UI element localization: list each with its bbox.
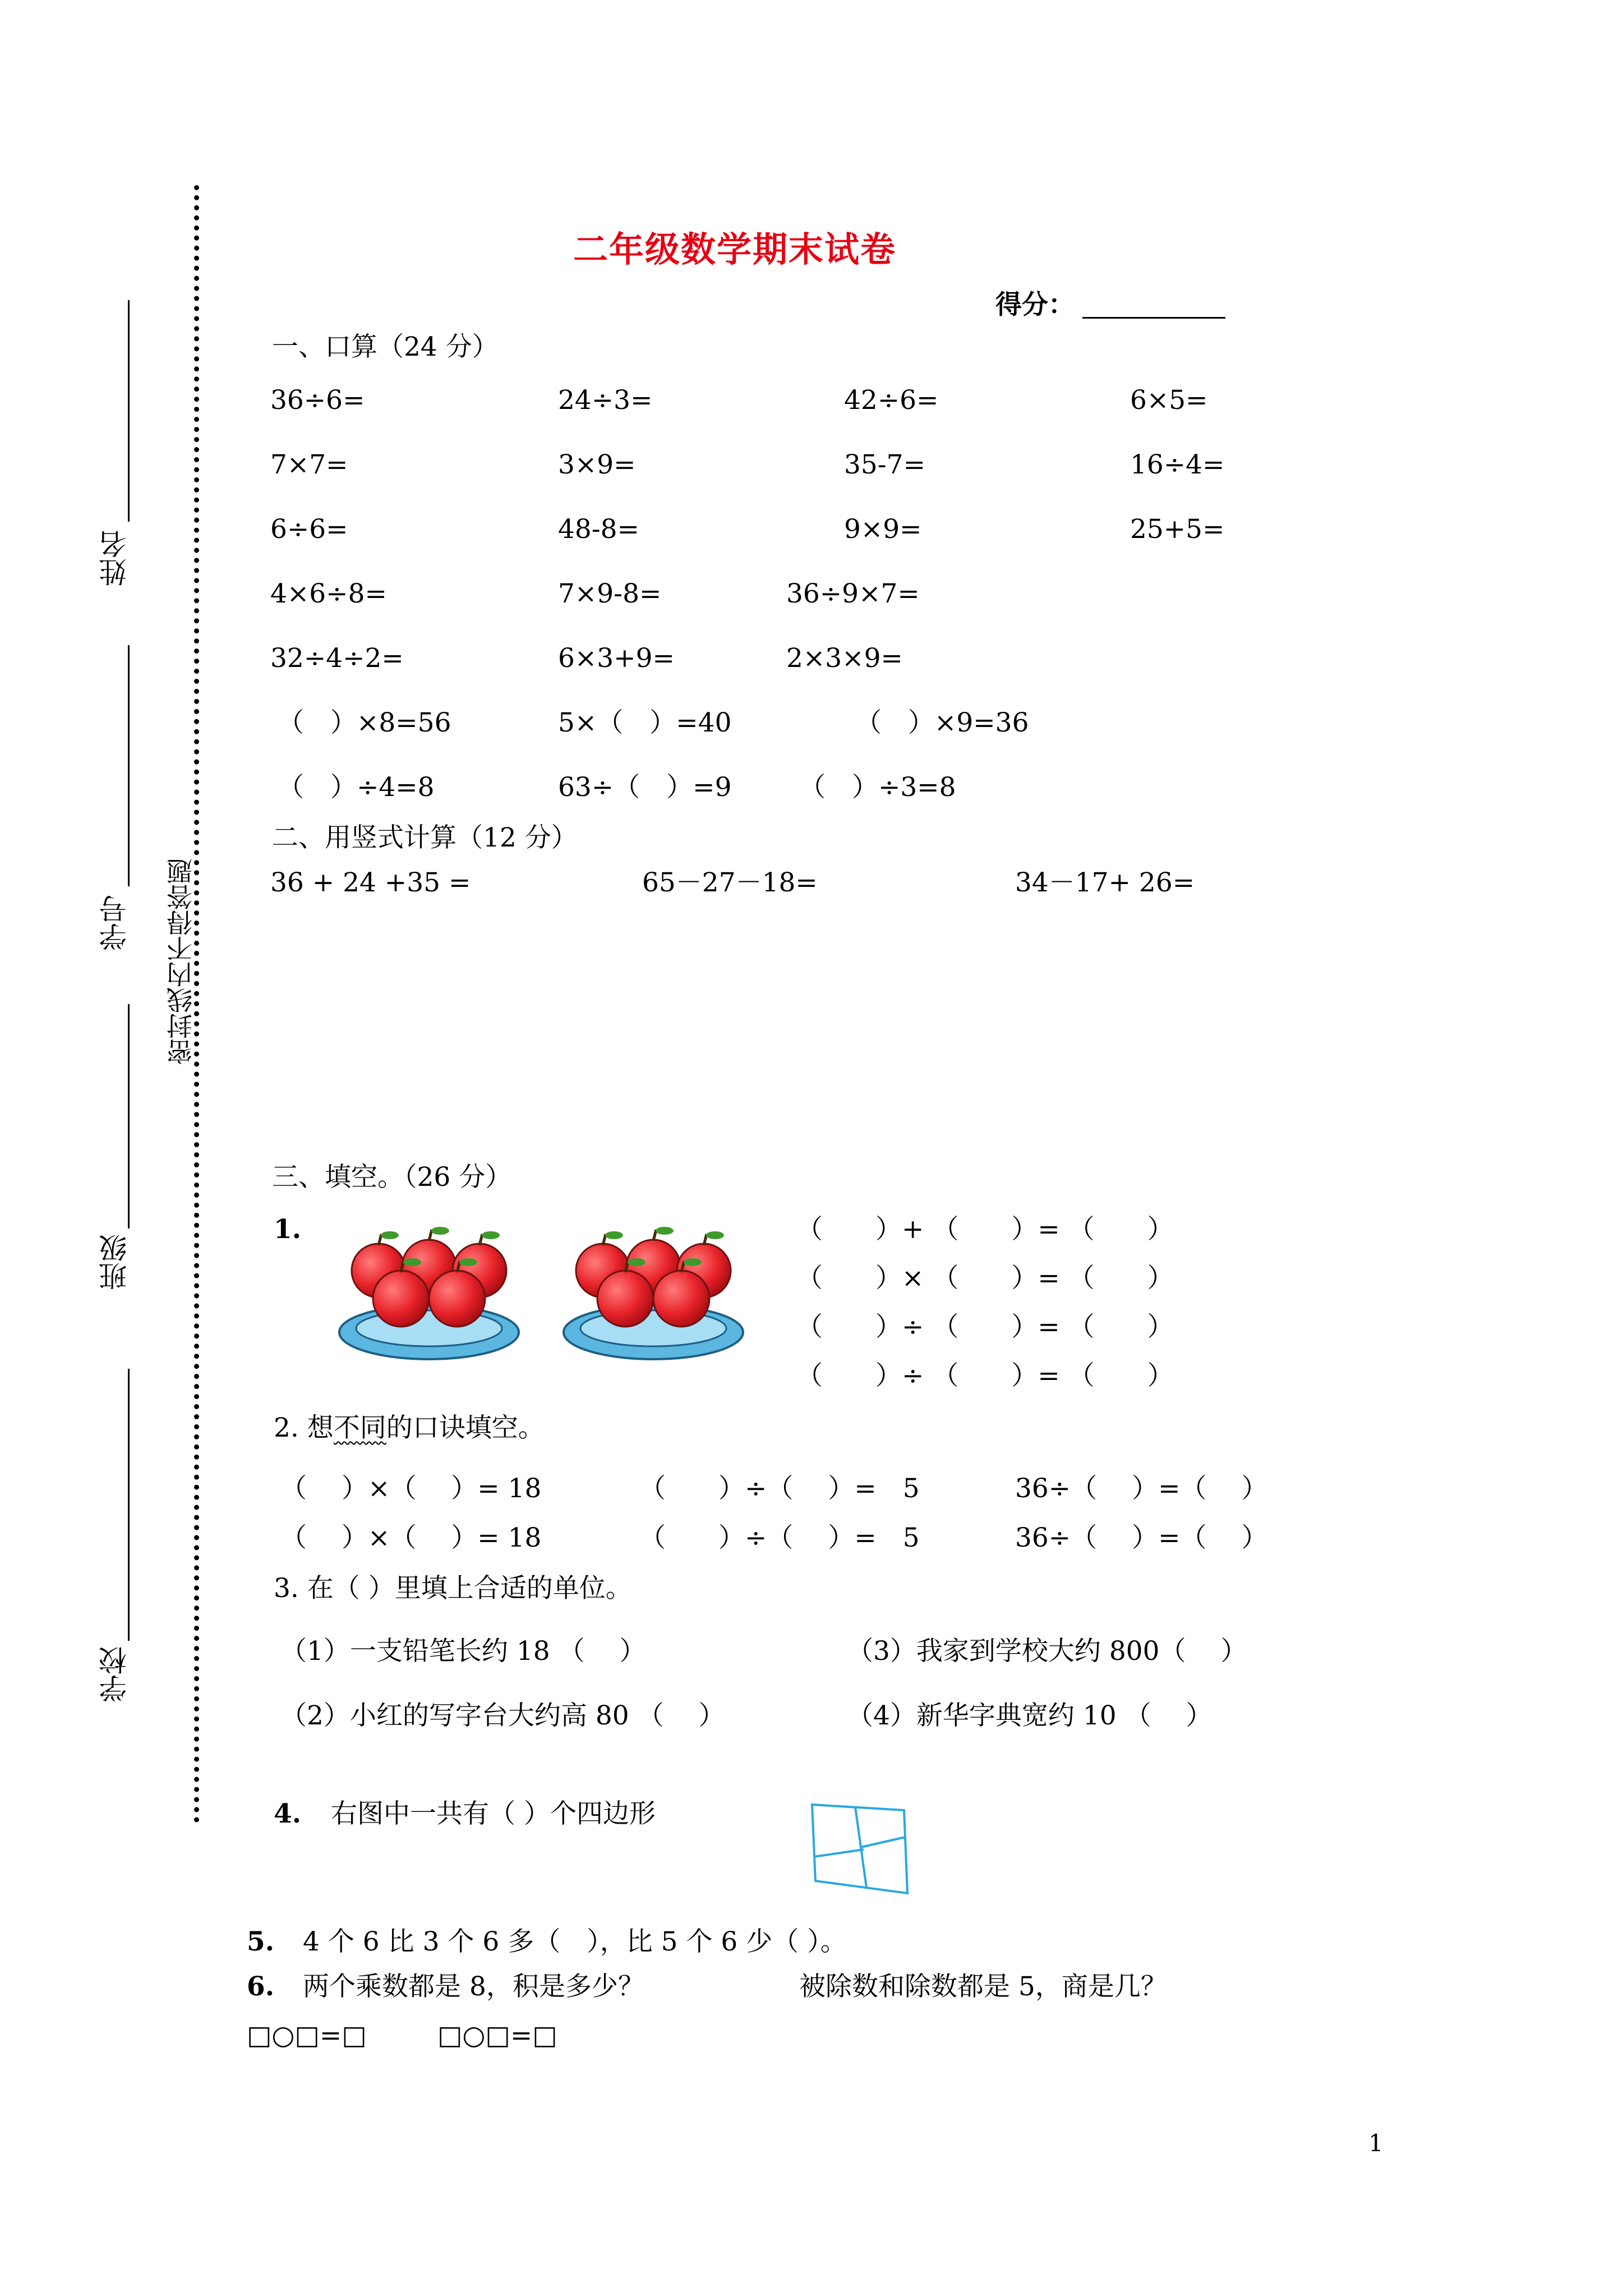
q6-text-a: 两个乘数都是 8，积是多少？ [303,1971,644,2002]
class-line [128,1004,130,1228]
q2-cell: 36÷（ ）=（ ） [1015,1522,1268,1553]
q-cell: 6÷6= [270,514,348,545]
score-blank[interactable] [1082,317,1225,319]
name-label: 姓名 [99,530,131,586]
q-cell: （ ）×8=56 [278,707,451,738]
q2-cell: （ ）÷（ ）= 5 [639,1473,920,1504]
q2-cell: （ ）×（ ）= 18 [280,1473,542,1504]
vertical-calc-item: 34－17+ 26= [1015,867,1195,898]
page-title: 二年级数学期末试卷 [573,229,897,270]
q-cell: 9×9= [844,514,922,545]
vertical-calc-item: 65－27－18= [642,867,818,898]
seal-text: 密封线内不得答题 [166,858,196,1065]
q1-equation: （ ）× （ ）= （ ） [796,1263,1174,1294]
q-cell: 36÷9×7= [786,578,920,609]
q5-text: 4 个 6 比 3 个 6 多（ ），比 5 个 6 少（ ）。 [303,1926,847,1957]
q-cell: 63÷（ ）=9 [558,772,732,803]
q3-item: （2）小红的写字台大约高 80 （ ） [280,1700,725,1731]
q2-prefix: 2. 想 [274,1412,334,1443]
q-cell: 24÷3= [558,385,653,416]
q1-equation: （ ）÷ （ ）= （ ） [796,1360,1174,1391]
q-cell: （ ）×9=36 [855,707,1029,738]
q-cell: 25+5= [1130,514,1225,545]
q-cell: 4×6÷8= [270,578,387,609]
q3-item: （3）我家到学校大约 800（ ） [847,1636,1247,1667]
plate-right [564,1227,743,1359]
q6-text-b: 被除数和除数都是 5，商是几？ [799,1971,1167,2002]
q4-number: 4. [274,1798,302,1829]
q-cell: 48-8= [558,514,639,545]
q-cell: 32÷4÷2= [270,643,404,674]
q3-text: 3. 在（ ）里填上合适的单位。 [274,1573,632,1604]
q-cell: 5×（ ）=40 [558,707,732,738]
q5-number: 5. [247,1926,275,1957]
page-number: 1 [1368,2129,1384,2157]
vertical-calc-item: 36 + 24 +35 = [270,867,471,898]
q-cell: 3×9= [558,449,636,480]
q-cell: 36÷6= [270,385,365,416]
q-cell: 16÷4= [1130,449,1225,480]
q2-cell: 36÷（ ）=（ ） [1015,1473,1268,1504]
q1-equation: （ ）÷ （ ）= （ ） [796,1312,1174,1342]
q2-cell: （ ）÷（ ）= 5 [639,1522,920,1553]
q3-item: （1）一支铅笔长约 18 （ ） [280,1636,646,1667]
section2-heading: 二、用竖式计算（12 分） [272,822,578,853]
q-cell: 42÷6= [844,385,939,416]
school-line [128,1369,130,1641]
plate-left [339,1227,519,1359]
quadrilateral-figure [808,1798,920,1899]
q-cell: 6×5= [1130,385,1208,416]
q6-template-b: □○□=□ [437,2020,557,2051]
score-label: 得分： [995,289,1075,320]
q-cell: 2×3×9= [786,643,903,674]
student-id-label: 学号 [99,895,131,951]
q-cell: 35-7= [844,449,925,480]
q1-equation: （ ）+ （ ）= （ ） [796,1214,1174,1245]
q3-item: （4）新华字典宽约 10 （ ） [847,1700,1212,1731]
student-id-line [128,645,130,886]
q-cell: 7×9-8= [558,578,662,609]
q2-text [274,1412,545,1443]
q-cell: （ ）÷3=8 [799,772,956,803]
class-label: 班级 [99,1234,131,1290]
q-cell: （ ）÷4=8 [278,772,435,803]
section3-heading: 三、填空。（26 分） [272,1162,512,1193]
q6-number: 6. [247,1971,275,2002]
q4-text: 右图中一共有（ ）个四边形 [331,1798,656,1829]
q2-suffix: 的口诀填空。 [386,1412,545,1443]
q-cell: 7×7= [270,449,348,480]
q-cell: 6×3+9= [558,643,675,674]
section1-heading: 一、口算（24 分） [272,332,499,362]
q2-cell: （ ）×（ ）= 18 [280,1522,542,1553]
school-label: 学校 [99,1646,131,1703]
apple-plates-image [336,1223,774,1374]
q2-emphasis: 不同 [333,1412,386,1443]
q1-number: 1. [274,1214,302,1245]
name-line [128,300,130,522]
q6-template-a: □○□=□ [247,2020,367,2051]
